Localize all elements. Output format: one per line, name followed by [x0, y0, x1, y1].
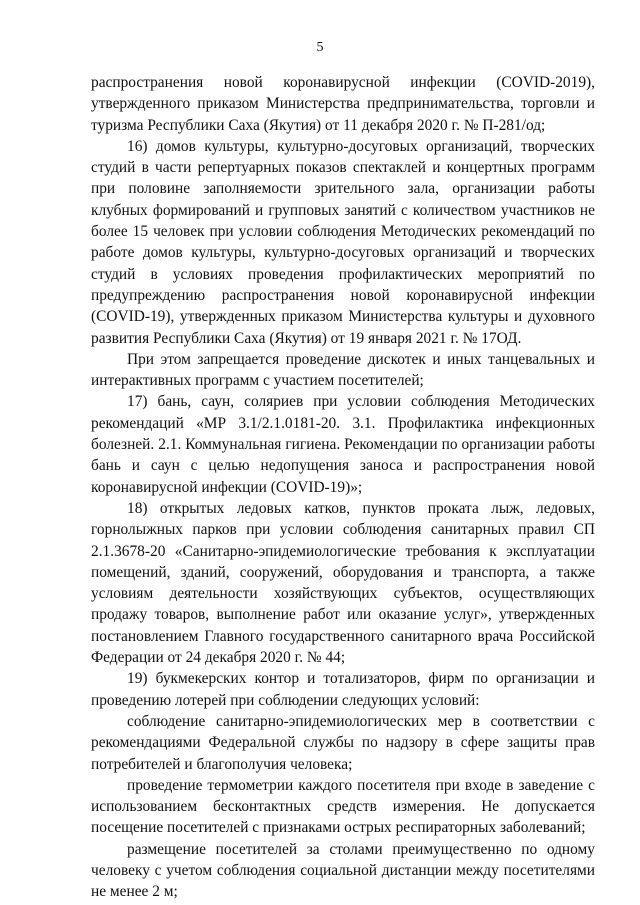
- paragraph-note-prohibition: При этом запрещается проведение дискотек и иных танцевальных и интерактивных программ с участием посетителей;: [91, 350, 595, 390]
- paragraph-item-19: 19) букмекерских контор и тотализаторов, фирм по организации и проведению лотерей при соблюдении следующих условий:: [91, 670, 595, 709]
- page-number: 5: [316, 40, 324, 55]
- paragraph-item-17: 17) бань, саун, соляриев при условии соблюдения Методических рекомендаций «МР 3.1/2.1.0181-20. 3.1. Профилактика инфекционных болезней. 2.1. Коммунальная гигиена. Рекомендации по организации работы бань и саун с целью недопущения заноса и распространения новой коронавирусной инфекции (COVID-19)»;: [91, 393, 595, 496]
- document-body: [91, 72, 595, 903]
- paragraph-condition-seating: размещение посетителей за столами преимущественно по одному человеку с учетом соблюдения социальной дистанции между посетителями не менее 2 м;: [91, 840, 595, 901]
- paragraph-item-18: 18) открытых ледовых катков, пунктов проката лыж, ледовых, горнолыжных парков при условии соблюдения санитарных правил СП 2.1.3678-20 «Санитарно-эпидемиологические требования к эксплуатации помещений, зданий, сооружений, оборудования и транспорта, а также условиям деятельности хозяйствующих субъектов, осуществляющих продажу товаров, выполнение работ или оказание услуг», утвержденных постановлением Главного государственного санитарного врача Российской Федерации от 24 декабря 2020 г. № 44;: [91, 499, 595, 667]
- paragraph-condition-thermometry: проведение термометрии каждого посетителя при входе в заведение с использованием бесконтактных средств измерения. Не допускается посещение посетителей с признаками острых респираторных заболеваний;: [91, 776, 595, 837]
- paragraph-continuation: распространения новой коронавирусной инфекции (COVID-2019), утвержденного приказом Министерства предпринимательства, торговли и туризма Республики Саха (Якутия) от 11 декабря 2020 г. № П-281/од;: [91, 74, 595, 134]
- paragraph-condition-sanitary: соблюдение санитарно-эпидемиологических мер в соответствии с рекомендациями Федеральной службы по надзору в сфере защиты прав потребителей и благополучия человека;: [91, 712, 595, 773]
- paragraph-item-16: 16) домов культуры, культурно-досуговых организаций, творческих студий в части репертуарных показов спектаклей и концертных программ при половине заполняемости зрительного зала, организации работы клубных формирований и групповых занятий с количеством участников не более 15 человек при условии соблюдения Методических рекомендаций по работе домов культуры, культурно-досуговых организаций и творческих студий в условиях проведения профилактических мероприятий по предупреждению распространения новой коронавирусной инфекции (COVID-19), утвержденных приказом Министерства культуры и духовного развития Республики Саха (Якутия) от 19 января 2021 г. № 17ОД.: [91, 137, 595, 347]
